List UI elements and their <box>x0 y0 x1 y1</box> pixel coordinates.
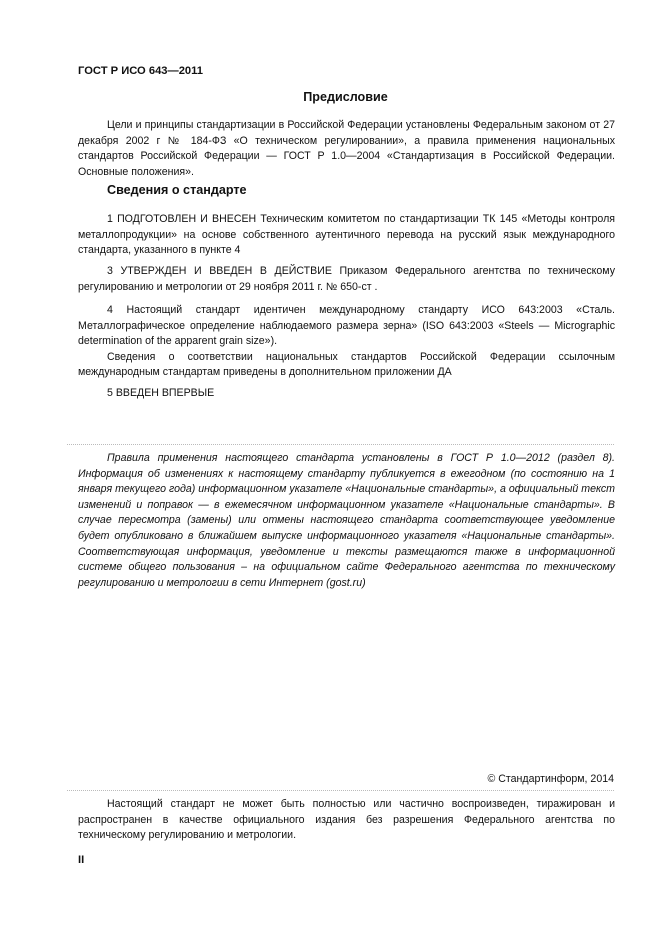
info-item-4 <box>78 303 615 381</box>
footer-divider <box>67 790 614 791</box>
info-item-3-text: 3 УТВЕРЖДЕН И ВВЕДЕН В ДЕЙСТВИЕ Приказом Федерального агентства по техническому регулированию и метрологии от 29 ноября 2011 г. № 650-ст . <box>78 265 615 293</box>
rules-notice <box>78 451 615 591</box>
info-item-4-text: 4 Настоящий стандарт идентичен международному стандарту ИСО 643:2003 «Сталь. Металлографическое определение наблюдаемого размера зерна» (ISO 643:2003 «Steels — Micrographic determination of the apparent grain size»). <box>78 304 615 348</box>
preface-paragraph <box>78 118 615 180</box>
info-item-3 <box>78 264 615 295</box>
document-code-header: ГОСТ Р ИСО 643—2011 <box>78 65 203 77</box>
info-item-1-text: 1 ПОДГОТОВЛЕН И ВНЕСЕН Техническим комитетом по стандартизации ТК 145 «Методы контроля металлопродукции» на основе собственного аутентичного перевода на русский язык международного стандарта, указанного в пункте 4 <box>78 213 615 257</box>
preface-text: Цели и принципы стандартизации в Российской Федерации установлены Федеральным законом от 27 декабря 2002 г № 184-ФЗ «О техническом регулировании», а правила применения национальных стандартов Российской Федерации — ГОСТ Р 1.0—2004 «Стандартизация в Российской Федерации. Основные положения». <box>78 119 615 178</box>
info-item-5-text: 5 ВВЕДЕН ВПЕРВЫЕ <box>107 387 215 399</box>
info-item-1 <box>78 212 615 259</box>
copyright-line: © Стандартинформ, 2014 <box>487 773 614 785</box>
page-number: II <box>78 854 85 866</box>
rules-notice-text: Правила применения настоящего стандарта установлены в ГОСТ Р 1.0—2012 (раздел 8). Информация об изменениях к настоящему стандарту публикуется в ежегодном (по состоянию на 1 января текущего года) информационном указателе «Национальные стандарты», а официальный текст изменений и поправок — в ежемесячном информационном указателе «Национальные стандарты». В случае пересмотра (замены) или отмены настоящего стандарта соответствующее уведомление будет опубликовано в ближайшем выпуске информационного указателя «Национальные стандарты». Соответствующая информация, уведомление и тексты размещаются также в информационной системе общего пользования – на официальном сайте Федерального агентства по техническому регулированию и метрологии в сети Интернет (gost.ru) <box>78 452 615 589</box>
info-item-5 <box>78 386 615 402</box>
section-divider <box>67 444 614 445</box>
reproduction-notice <box>78 797 615 844</box>
reproduction-notice-text: Настоящий стандарт не может быть полностью или частично воспроизведен, тиражирован и распространен в качестве официального издания без разрешения Федерального агентства по техническому регулированию и метрологии. <box>78 798 615 842</box>
standard-info-title: Сведения о стандарте <box>107 183 247 197</box>
preface-title: Предисловие <box>303 90 388 104</box>
info-item-4-note: Сведения о соответствии национальных стандартов Российской Федерации ссылочным международным стандартам приведены в дополнительном приложении ДА <box>78 350 615 379</box>
